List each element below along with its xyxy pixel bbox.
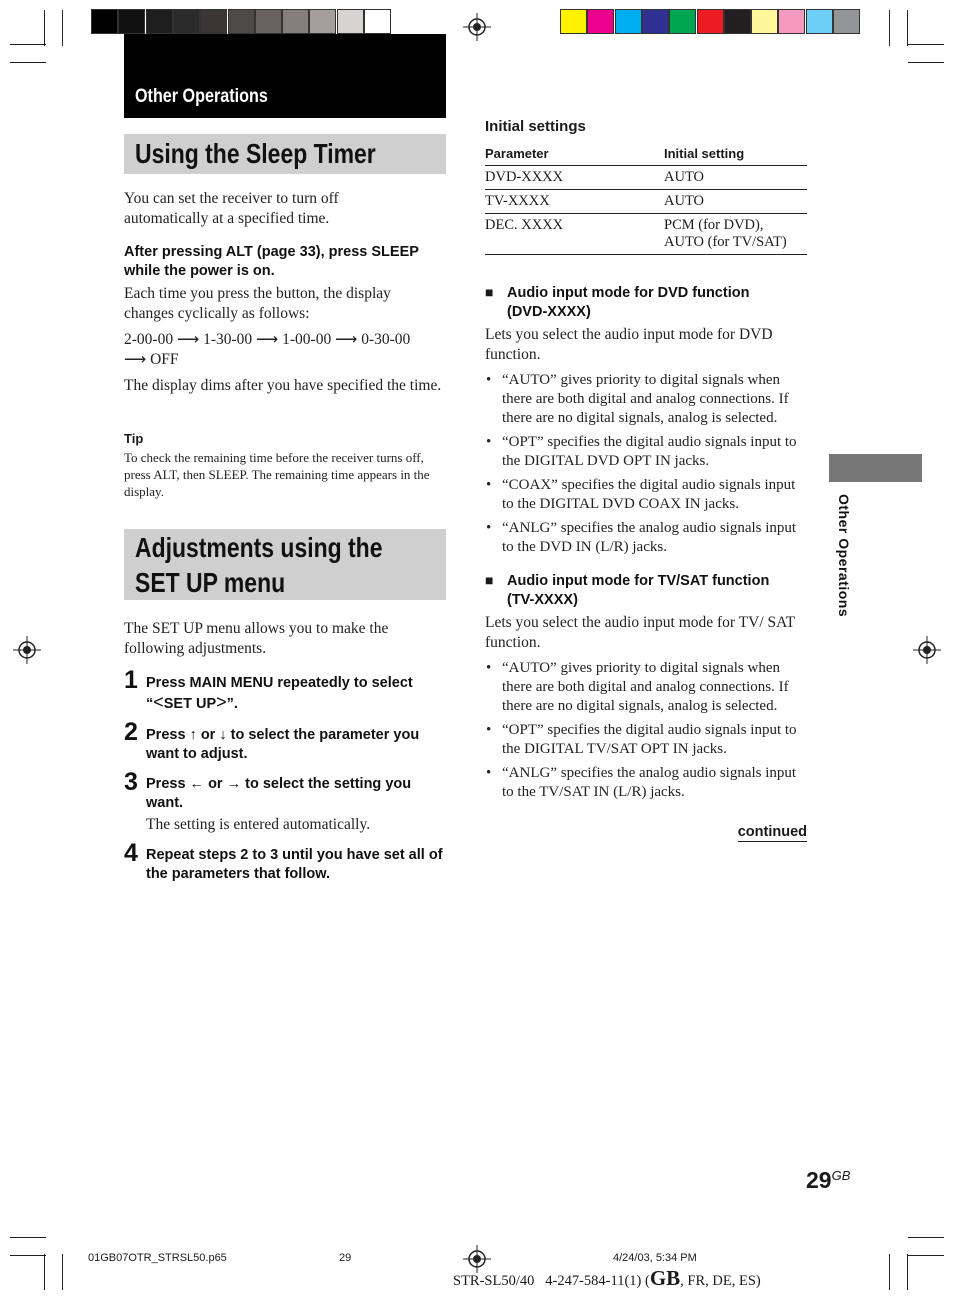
step-number: 1 (124, 666, 138, 694)
setting-line: AUTO (for TV/SAT) (664, 234, 787, 250)
list-item: • “OPT” specifies the digital audio signals input to the DIGITAL TV/SAT OPT IN jacks. (485, 721, 807, 759)
list-item: • “OPT” specifies the digital audio signals input to the DIGITAL DVD OPT IN jacks. (485, 433, 807, 471)
crop-mark (907, 10, 908, 46)
setup-menu-heading-line2: SET UP menu (135, 567, 286, 598)
arrow-right-icon: ⟶ (176, 331, 200, 348)
square-bullet-icon: ■ (485, 284, 494, 300)
cycle-step: 1-00-00 (282, 331, 332, 348)
crop-mark (10, 44, 46, 45)
color-swatch (642, 9, 669, 34)
crop-mark (10, 1237, 46, 1238)
sleep-timer-dims-note: The display dims after you have specified the time. (124, 377, 442, 394)
tv-mode-heading-line2: (TV-XXXX) (507, 592, 578, 608)
tip-label: Tip (124, 431, 144, 446)
setup-menu-heading-line1: Adjustments using the (135, 532, 383, 563)
page-number (806, 1167, 850, 1194)
crop-mark (44, 1254, 45, 1290)
registration-mark-icon (913, 636, 941, 664)
crop-mark (62, 1254, 63, 1290)
color-swatch (615, 9, 642, 34)
color-swatch (669, 9, 696, 34)
step-number: 2 (124, 718, 138, 746)
color-swatch (833, 9, 860, 34)
crop-mark (907, 1254, 908, 1290)
setting-line: PCM (for DVD), (664, 217, 764, 233)
dvd-mode-heading-line1: Audio input mode for DVD function (507, 285, 750, 301)
dvd-mode-heading-line2: (DVD-XXXX) (507, 304, 591, 320)
sleep-timer-heading-bar (124, 134, 446, 174)
footer-model (453, 1266, 761, 1291)
tv-mode-heading (507, 572, 807, 610)
side-section-label-text: Other Operations (836, 494, 852, 618)
table-row (485, 214, 807, 255)
cycle-step: 1-30-00 (203, 331, 253, 348)
table-cell (664, 214, 807, 255)
dvd-mode-intro: Lets you select the audio input mode for DVD function. (485, 326, 773, 363)
footer-datetime: 4/24/03, 5:34 PM (613, 1252, 697, 1264)
table-cell: DVD-XXXX (485, 169, 564, 185)
grey-swatch (173, 9, 200, 34)
arrow-right-icon: ⟶ (335, 331, 358, 348)
sleep-timer-cycle (124, 330, 439, 370)
grey-swatch (91, 9, 118, 34)
cycle-step: 0-30-00 (361, 331, 411, 348)
step-text: Press ← or → to select the setting you want. (146, 776, 412, 811)
color-swatch (587, 9, 614, 34)
grey-swatch (146, 9, 173, 34)
grey-swatch (337, 9, 364, 34)
dvd-mode-options (485, 371, 807, 562)
color-swatch (697, 9, 724, 34)
angle-left-icon: < (153, 692, 164, 712)
angle-right-icon: > (216, 692, 227, 712)
grey-swatch (309, 9, 336, 34)
page-number-suffix: GB (831, 1168, 851, 1183)
grey-swatch (255, 9, 282, 34)
table-row (485, 190, 807, 214)
crop-mark (44, 10, 45, 46)
table-cell: AUTO (664, 193, 705, 209)
section-title: Other Operations (135, 86, 268, 107)
column-header-parameter: Parameter (485, 146, 549, 161)
initial-settings-title: Initial settings (485, 118, 586, 135)
footer-model-gb: GB (649, 1266, 681, 1290)
tip-text: To check the remaining time before the receiver turns off, press ALT, then SLEEP. The remaining time appears in the display. (124, 450, 430, 499)
setup-menu-heading-bar (124, 529, 446, 600)
grey-swatch (282, 9, 309, 34)
table-cell: AUTO (664, 169, 705, 185)
footer-filename: 01GB07OTR_STRSL50.p65 (88, 1252, 227, 1264)
crop-mark (889, 1254, 890, 1290)
crop-mark (908, 62, 944, 63)
crop-mark (889, 10, 890, 46)
tv-mode-options (485, 659, 807, 807)
grey-swatch (364, 9, 391, 34)
color-swatch (806, 9, 833, 34)
list-item: • “COAX” specifies the digital audio signals input to the DIGITAL DVD COAX IN jacks. (485, 476, 807, 514)
column-header-setting: Initial setting (664, 146, 745, 161)
section-tab (829, 454, 922, 482)
table-cell: TV-XXXX (485, 193, 550, 209)
tv-mode-heading-line1: Audio input mode for TV/SAT function (507, 573, 770, 589)
color-swatch (724, 9, 751, 34)
footer-model-prefix: STR-SL50/40 4-247-584-11(1) ( (453, 1273, 650, 1289)
cycle-step: OFF (150, 351, 179, 368)
grey-swatch (118, 9, 145, 34)
crop-mark (908, 1255, 944, 1256)
dvd-mode-heading (507, 284, 807, 322)
registration-mark-icon (463, 13, 491, 41)
list-item: • “AUTO” gives priority to digital signals when there are both digital and analog connections. If there are no digital signals, analog is selected. (485, 659, 807, 716)
list-item: • “AUTO” gives priority to digital signals when there are both digital and analog connections. If there are no digital signals, analog is selected. (485, 371, 807, 428)
step-note: The setting is entered automatically. (146, 816, 371, 833)
grey-swatch (200, 9, 227, 34)
sleep-timer-cycle-intro: Each time you press the button, the display changes cyclically as follows: (124, 285, 391, 322)
arrow-right-icon: ⟶ (124, 351, 147, 368)
crop-mark (62, 10, 63, 46)
table-row (485, 166, 807, 190)
sleep-timer-heading: Using the Sleep Timer (135, 138, 376, 169)
footer-page: 29 (339, 1252, 352, 1264)
crop-mark (908, 1237, 944, 1238)
crop-mark (908, 44, 944, 45)
cycle-step: 2-00-00 (124, 331, 174, 348)
color-swatch (751, 9, 778, 34)
grey-swatch (228, 9, 255, 34)
step-number: 4 (124, 839, 138, 867)
step-text: Press MAIN MENU repeatedly to select “<SET UP>”. (146, 675, 413, 712)
tv-mode-intro: Lets you select the audio input mode for TV/ SAT function. (485, 614, 795, 651)
list-item: • “ANLG” specifies the analog audio signals input to the TV/SAT IN (L/R) jacks. (485, 764, 807, 802)
step-text: Repeat steps 2 to 3 until you have set all of the parameters that follow. (146, 847, 443, 882)
initial-settings-table (485, 142, 807, 255)
crop-mark (10, 1255, 46, 1256)
crop-mark (10, 62, 46, 63)
sleep-timer-instruction: After pressing ALT (page 33), press SLEEP while the power is on. (124, 244, 419, 279)
page-number-value: 29 (806, 1167, 832, 1193)
square-bullet-icon: ■ (485, 572, 494, 588)
list-item: • “ANLG” specifies the analog audio signals input to the DVD IN (L/R) jacks. (485, 519, 807, 557)
color-swatch (778, 9, 805, 34)
continued-label: continued (737, 824, 807, 840)
table-header-row (485, 142, 807, 166)
color-swatch (560, 9, 587, 34)
side-section-label (832, 494, 852, 644)
arrow-right-icon: ⟶ (256, 331, 279, 348)
step-number: 3 (124, 768, 138, 796)
sleep-timer-intro: You can set the receiver to turn off automatically at a specified time. (124, 190, 339, 227)
registration-mark-icon (13, 636, 41, 664)
table-cell: DEC. XXXX (485, 217, 564, 233)
setup-menu-intro: The SET UP menu allows you to make the following adjustments. (124, 620, 389, 657)
step-text: Press ↑ or ↓ to select the parameter you want to adjust. (146, 727, 420, 762)
footer-model-suffix: , FR, DE, ES) (680, 1273, 761, 1289)
